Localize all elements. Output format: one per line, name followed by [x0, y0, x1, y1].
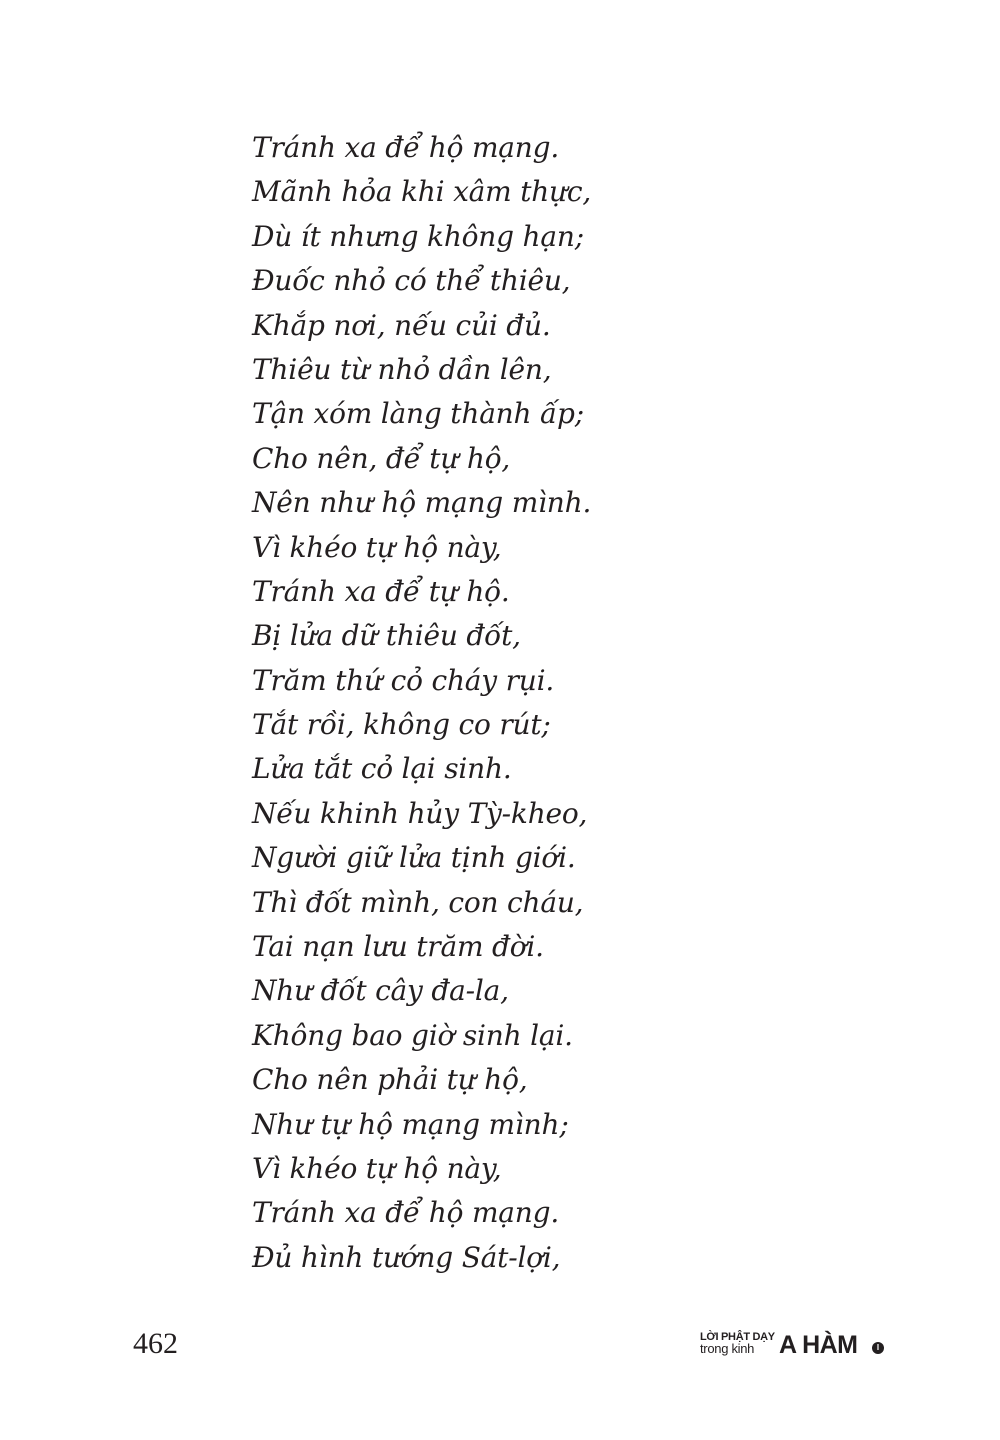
- poem-line: Không bao giờ sinh lại.: [252, 1018, 573, 1052]
- poem-line: Trăm thứ cỏ cháy rụi.: [252, 663, 555, 697]
- poem-line: Tránh xa để hộ mạng.: [252, 131, 560, 164]
- page-number: 462: [133, 1327, 178, 1360]
- poem-line: Nếu khinh hủy Tỳ-kheo,: [252, 796, 588, 830]
- logo-subtitle-bottom: trong kinh: [700, 1341, 755, 1356]
- poem-line: Nên như hộ mạng mình.: [252, 486, 592, 520]
- logo-subtitle-top: LỜI PHẬT DẠY: [700, 1331, 775, 1343]
- poem-line: Mãnh hỏa khi xâm thực,: [252, 175, 592, 209]
- poem-line: Cho nên, để tự hộ,: [252, 441, 511, 475]
- poem-line: Khắp nơi, nếu củi đủ.: [252, 308, 551, 342]
- poem-line: Thiêu từ nhỏ dần lên,: [252, 352, 552, 386]
- poem-line: Như tự hộ mạng mình;: [252, 1107, 569, 1141]
- poem-line: Thì đốt mình, con cháu,: [252, 885, 584, 919]
- poem-line: Cho nên phải tự hộ,: [252, 1063, 528, 1097]
- poem-line: Tắt rồi, không co rút;: [252, 708, 551, 742]
- poem-line: Tránh xa để tự hộ.: [252, 574, 510, 608]
- poem-line: Tai nạn lưu trăm đời.: [252, 930, 544, 964]
- poem-line: Bị lửa dữ thiêu đốt,: [252, 619, 521, 653]
- poem-line: Lửa tắt cỏ lại sinh.: [252, 752, 512, 786]
- poem-line: Vì khéo tự hộ này,: [252, 1151, 502, 1185]
- poem-line: Tránh xa để hộ mạng.: [252, 1196, 560, 1230]
- poem-line: Đủ hình tướng Sát-lợi,: [252, 1240, 561, 1274]
- poem-line: Dù ít nhưng không hạn;: [252, 219, 584, 253]
- volume-badge: I: [872, 1342, 884, 1354]
- poem-line: Người giữ lửa tịnh giới.: [252, 841, 576, 875]
- poem-line: Đuốc nhỏ có thể thiêu,: [252, 264, 571, 298]
- book-title-logo: [700, 1328, 890, 1364]
- logo-title: A HÀM: [779, 1331, 858, 1359]
- poem-line: Tận xóm làng thành ấp;: [252, 397, 584, 431]
- poem-line: Như đốt cây đa-la,: [252, 974, 509, 1008]
- poem-line: Vì khéo tự hộ này,: [252, 530, 502, 564]
- poem-text: [252, 126, 591, 1280]
